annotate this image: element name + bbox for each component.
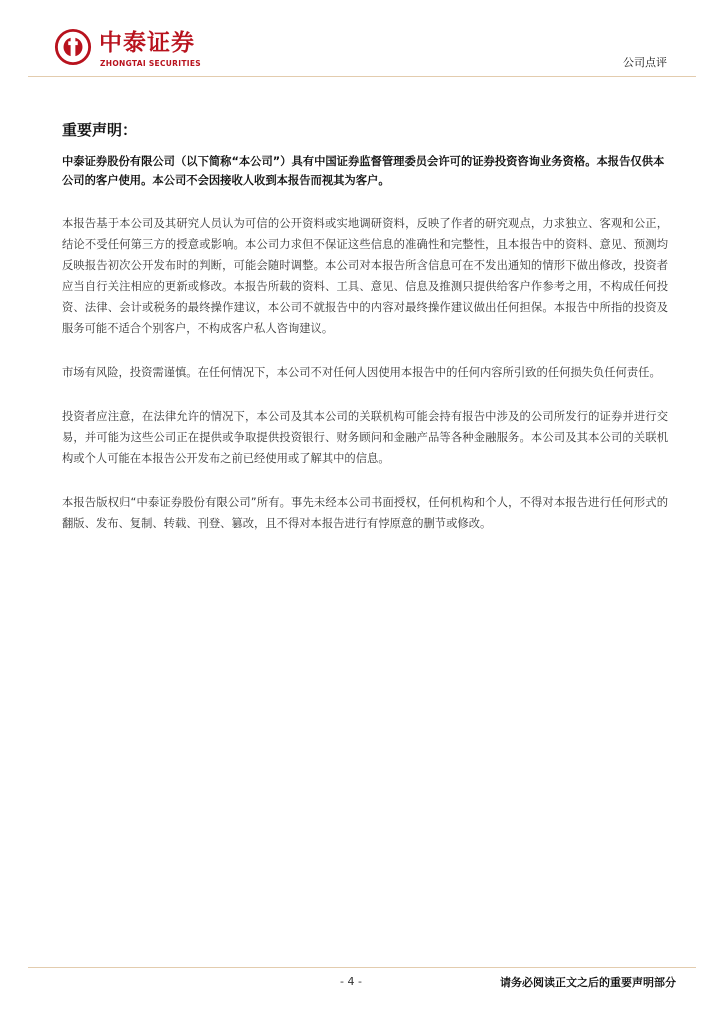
disclaimer-title: 重要声明： [62, 121, 138, 139]
footer-divider [28, 967, 696, 968]
qualification-statement: 中泰证券股份有限公司（以下简称“本公司”）具有中国证券监督管理委员会许可的证券投资咨询业务资格。本报告仅供本公司的客户使用。本公司不会因接收人收到本报告而视其为客户。 [62, 155, 665, 187]
risk-paragraph: 市场有风险，投资需谨慎。在任何情况下，本公司不对任何人因使用本报告中的任何内容所引致的任何损失负任何责任。 [62, 366, 661, 379]
brand-name: 中泰证券 [99, 30, 195, 56]
copyright-paragraph: 本报告版权归“中泰证券股份有限公司”所有。事先未经本公司书面授权，任何机构和个人，不得对本报告进行任何形式的翻版、发布、复制、转载、刊登、篡改，且不得对本报告进行有悖原意的删节或修改。 [62, 496, 668, 530]
header-divider [28, 76, 696, 77]
document-type: 公司点评 [623, 56, 667, 69]
page-header [0, 0, 724, 80]
disclaimer-paragraph: 本报告基于本公司及其研究人员认为可信的公开资料或实地调研资料，反映了作者的研究观点，力求独立、客观和公正，结论不受任何第三方的授意或影响。本公司力求但不保证这些信息的准确性和完整性，且本报告中的资料、意见、预测均反映报告初次公开发布时的判断，可能会随时调整。本公司对本报告所含信息可在不发出通知的情形下做出修改，投资者应当自行关注相应的更新或修改。本报告所载的资料、工具、意见、信息及推测只提供给客户作参考之用，不构成任何投资、法律、会计或税务的最终操作建议，本公司不就报告中的内容对最终操作建议做出任何担保。本报告中所指的投资及服务可能不适合个别客户，不构成客户私人咨询建议。 [62, 217, 668, 335]
disclaimer-section [62, 120, 668, 557]
brand-name-en: ZHONGTAI SECURITIES [100, 59, 201, 68]
page-number: - 4 - [340, 975, 362, 988]
conflict-paragraph: 投资者应注意，在法律允许的情况下，本公司及其本公司的关联机构可能会持有报告中涉及的公司所发行的证券并进行交易，并可能为这些公司正在提供或争取提供投资银行、财务顾问和金融产品等各种金融服务。本公司及其本公司的关联机构或个人可能在本报告公开发布之前已经使用或了解其中的信息。 [62, 410, 668, 465]
footer-note: 请务必阅读正文之后的重要声明部分 [500, 976, 676, 989]
zhongtai-logo-icon [54, 28, 92, 66]
